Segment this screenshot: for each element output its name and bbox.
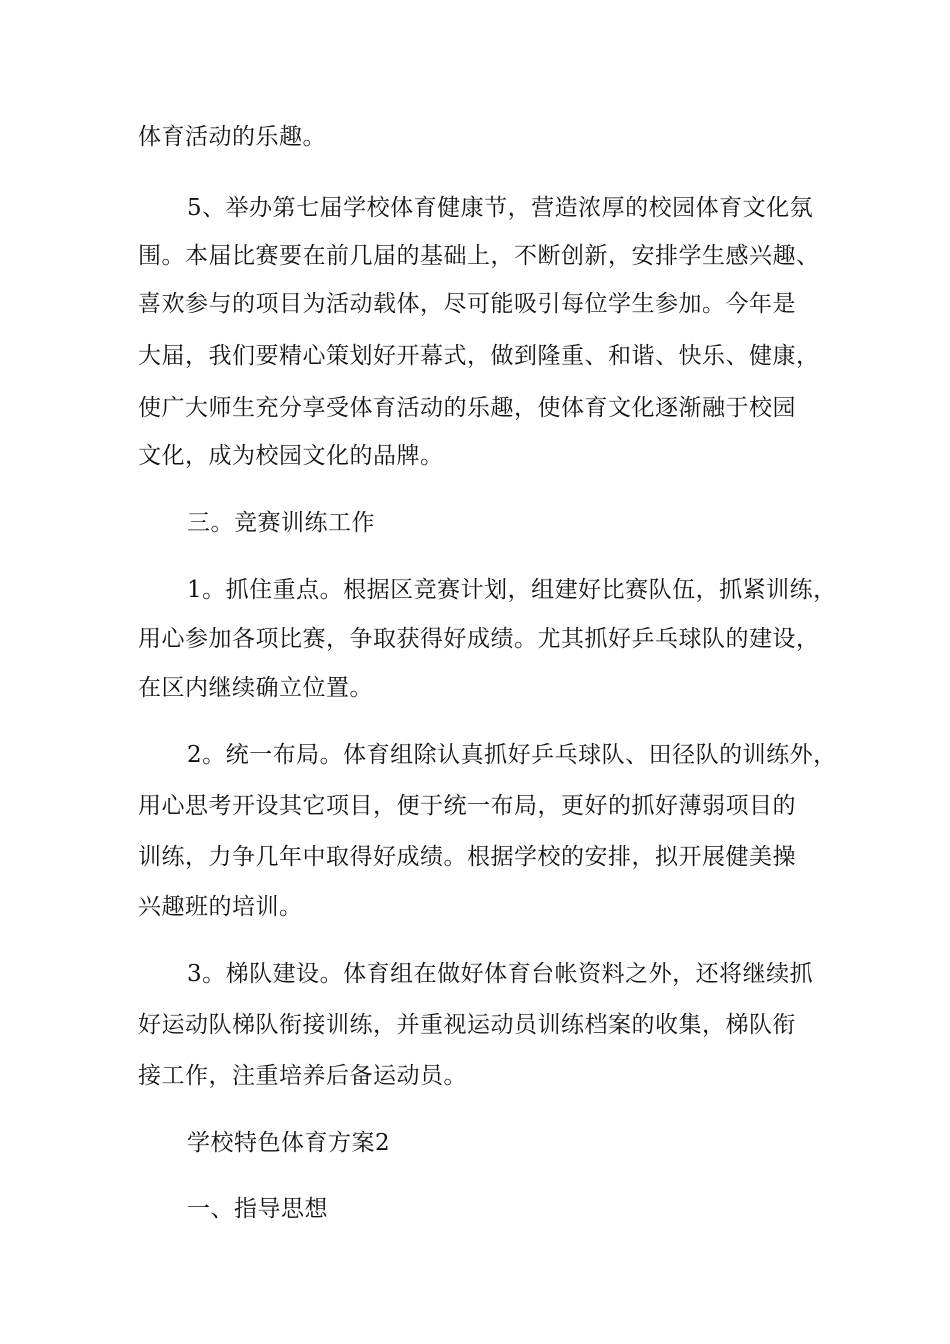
paragraph-item-3-start: 3。梯队建设。体育组在做好体育台帐资料之外，还将继续抓 — [187, 961, 814, 987]
section-heading-competition-training: 三。竞赛训练工作 — [187, 510, 375, 536]
text-line: 使广大师生充分享受体育活动的乐趣，使体育文化逐渐融于校园 — [138, 395, 796, 421]
section-title-plan-2: 学校特色体育方案2 — [187, 1130, 391, 1156]
text-line: 接工作，注重培养后备运动员。 — [138, 1063, 467, 1089]
text-line: 体育活动的乐趣。 — [138, 124, 326, 150]
text-line: 在区内继续确立位置。 — [138, 675, 373, 701]
text-line: 大届，我们要精心策划好开幕式，做到隆重、和谐、快乐、健康， — [138, 343, 820, 369]
text-line: 好运动队梯队衔接训练，并重视运动员训练档案的收集，梯队衔 — [138, 1012, 796, 1038]
text-line: 文化，成为校园文化的品牌。 — [138, 443, 444, 469]
section-heading-guiding-ideology: 一、指导思想 — [187, 1196, 328, 1222]
text-line: 围。本届比赛要在前几届的基础上，不断创新，安排学生感兴趣、 — [138, 243, 820, 269]
text-line: 兴趣班的培训。 — [138, 894, 303, 920]
text-line: 用心思考开设其它项目，便于统一布局，更好的抓好薄弱项目的 — [138, 793, 796, 819]
paragraph-item-1-start: 1。抓住重点。根据区竞赛计划，组建好比赛队伍，抓紧训练， — [187, 577, 837, 603]
text-line: 喜欢参与的项目为活动载体，尽可能吸引每位学生参加。今年是 — [138, 291, 796, 317]
paragraph-item-2-start: 2。统一布局。体育组除认真抓好乒乓球队、田径队的训练外， — [187, 742, 837, 768]
text-line: 用心参加各项比赛，争取获得好成绩。尤其抓好乒乓球队的建设， — [138, 626, 820, 652]
paragraph-item-5-start: 5、举办第七届学校体育健康节，营造浓厚的校园体育文化氛 — [187, 195, 814, 221]
text-line: 训练，力争几年中取得好成绩。根据学校的安排，拟开展健美操 — [138, 844, 796, 870]
